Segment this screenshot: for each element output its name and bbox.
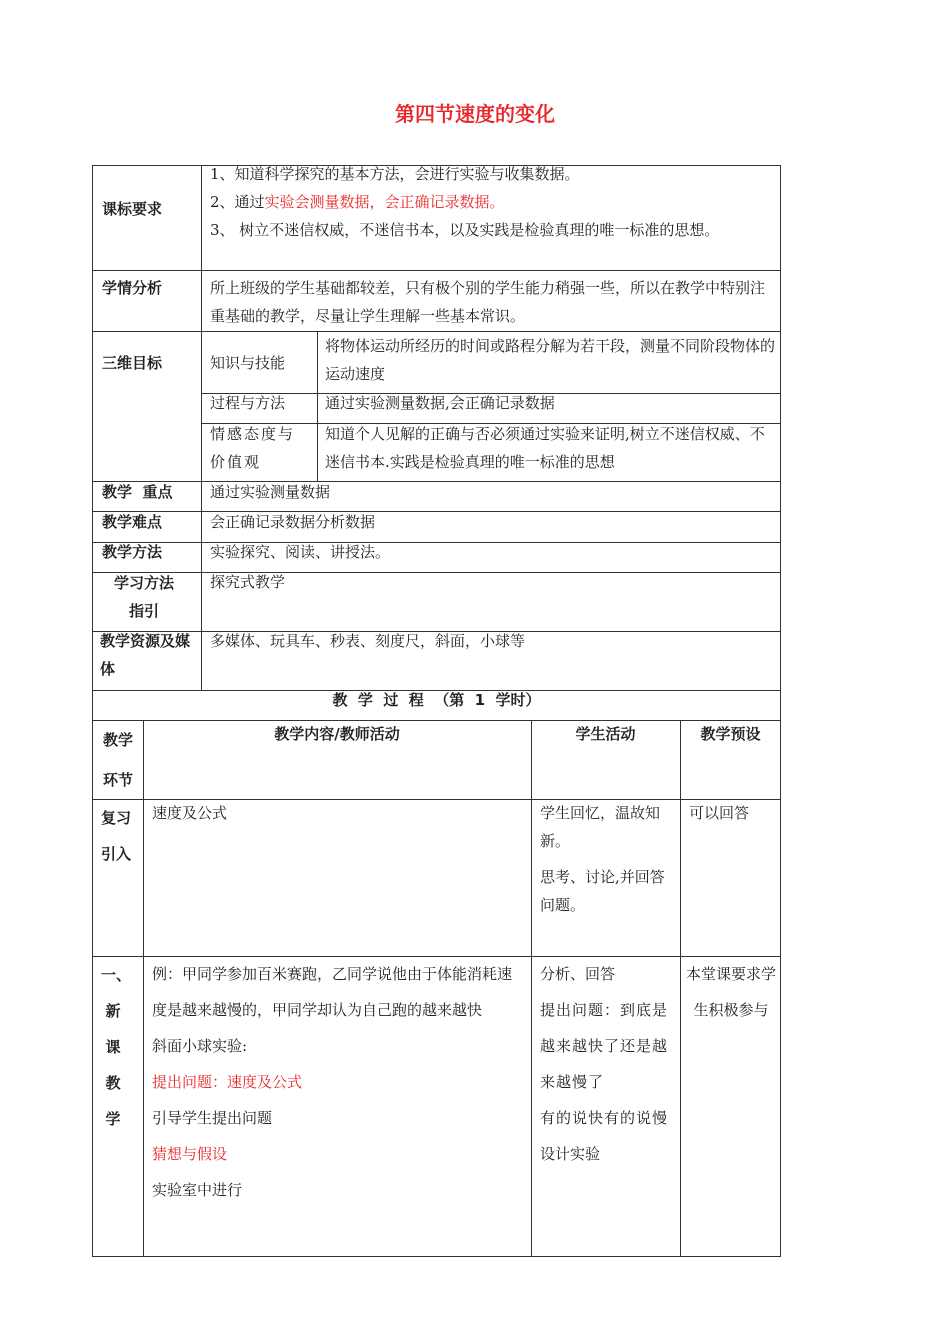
ziyuan-text: 多媒体、玩具车、秒表、刻度尺，斜面，小球等: [210, 632, 526, 650]
newlesson-student-1: 分析、回答: [540, 965, 616, 983]
kebiao-line-2: 2、通过实验会测量数据，会正确记录数据。: [210, 193, 505, 211]
process-heading: 教 学 过 程 （第 1 学时）: [332, 691, 541, 709]
col-stage-header: 教学环节: [102, 731, 133, 789]
newlesson-content-5: 猜想与假设: [152, 1145, 228, 1163]
newlesson-stage: 一、新课教学: [101, 966, 132, 1128]
newlesson-preset: 本堂课要求学生积极参与: [686, 965, 777, 1019]
newlesson-student-4: 设计实验: [540, 1145, 601, 1163]
info-table-divider: [201, 165, 202, 691]
review-preset: 可以回答: [689, 804, 750, 822]
newlesson-student-2: 提出问题：到底是越来越快了还是越来越慢了: [540, 1001, 669, 1091]
col-preset-header: 教学预设: [700, 725, 761, 743]
sanwei-label: 三维目标: [102, 354, 163, 372]
newlesson-content: [152, 956, 526, 1208]
newlesson-content-1: 例：甲同学参加百米赛跑，乙同学说他由于体能消耗速度是越来越慢的，甲同学却认为自己跑的越来越快: [152, 965, 513, 1019]
kebiao-content: [210, 160, 776, 244]
newlesson-student-3: 有的说快有的说慢: [540, 1109, 669, 1127]
newlesson-student: [540, 956, 674, 1172]
sanwei-item-2-text: 通过实验测量数据,会正确记录数据: [325, 394, 555, 412]
ziyuan-label: 教学资源及媒体: [100, 632, 191, 678]
zhongdian-text: 通过实验测量数据: [210, 483, 331, 501]
sanwei-item-3-name: 情感态度与价值观: [210, 425, 296, 471]
kebiao-line-1: 1、知道科学探究的基本方法，会进行实验与收集数据。: [210, 165, 580, 183]
sanwei-item-2-name: 过程与方法: [210, 394, 286, 412]
kebiao-label: 课标要求: [102, 200, 163, 218]
xueqing-label: 学情分析: [102, 279, 163, 297]
newlesson-content-2: 斜面小球实验:: [152, 1037, 248, 1055]
nandian-label: 教学难点: [102, 513, 163, 531]
review-stage: 复习引入: [101, 809, 132, 863]
col-content-header: 教学内容/教师活动: [274, 725, 400, 743]
review-student-1: 学生回忆，温故知新。: [540, 804, 661, 850]
xuexi-label: 学习方法指引: [113, 574, 174, 620]
newlesson-content-3: 提出问题：速度及公式: [152, 1073, 303, 1091]
col-student-header: 学生活动: [575, 725, 636, 743]
sanwei-item-1-text: 将物体运动所经历的时间或路程分解为若干段，测量不同阶段物体的运动速度: [325, 337, 776, 383]
review-student-2: 思考、讨论,并回答问题。: [540, 868, 665, 914]
nandian-text: 会正确记录数据分析数据: [210, 513, 376, 531]
review-content: 速度及公式: [152, 804, 228, 822]
kebiao-line-3: 3、 树立不迷信权威，不迷信书本，以及实践是检验真理的唯一标准的思想。: [210, 221, 720, 239]
fangfa-text: 实验探究、阅读、讲授法。: [210, 543, 391, 561]
page-title: 第四节速度的变化: [395, 102, 555, 126]
sanwei-item-1-name: 知识与技能: [210, 354, 286, 372]
newlesson-content-4: 引导学生提出问题: [152, 1109, 273, 1127]
newlesson-content-6: 实验室中进行: [152, 1181, 243, 1199]
review-student: [540, 799, 674, 919]
xueqing-text: 所上班级的学生基础都较差，只有极个别的学生能力稍强一些，所以在教学中特别注重基础的教学，尽量让学生理解一些基本常识。: [210, 279, 766, 325]
sanwei-item-3-text: 知道个人见解的正确与否必须通过实验来证明,树立不迷信权威、不迷信书本.实践是检验真理的唯一标准的思想: [325, 425, 765, 471]
xuexi-text: 探究式教学: [210, 573, 286, 591]
zhongdian-label: 教学 重点: [102, 483, 173, 501]
fangfa-label: 教学方法: [102, 543, 163, 561]
